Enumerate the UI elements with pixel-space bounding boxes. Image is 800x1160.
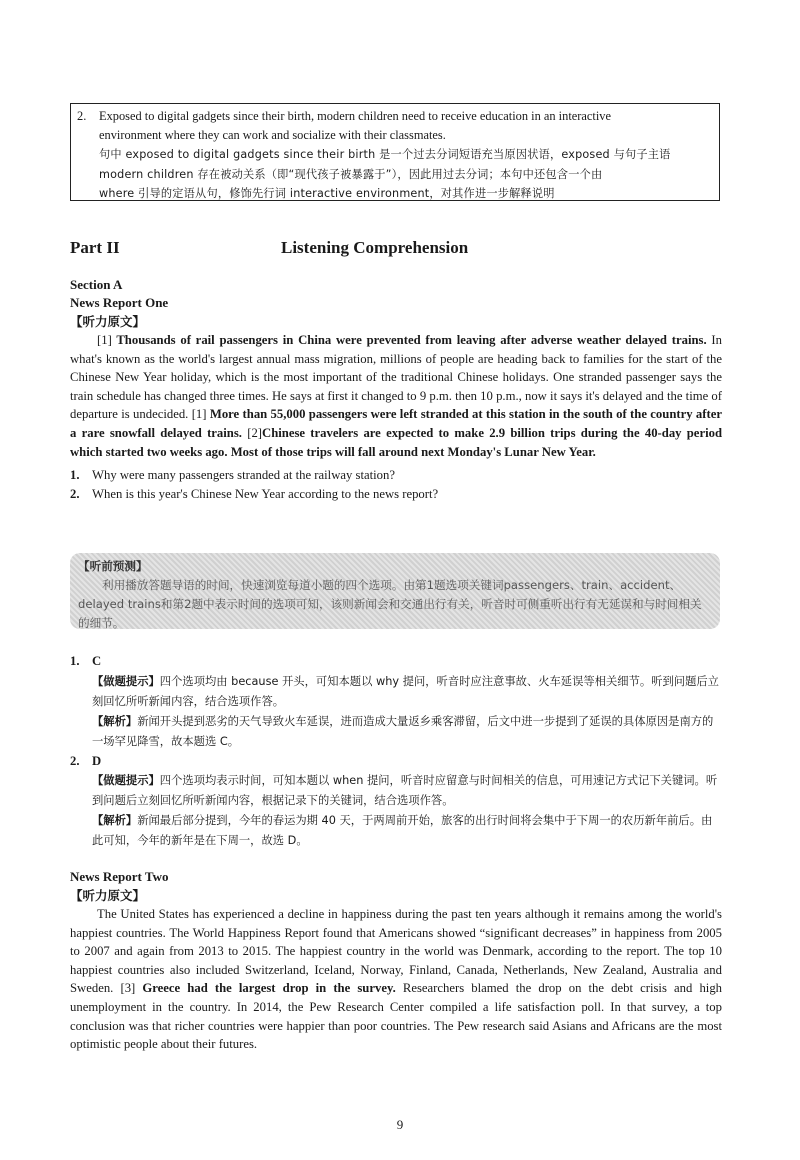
page-number: 9 <box>396 1117 404 1132</box>
tip-title: 【听前预测】 <box>78 559 148 573</box>
news-report-two <box>70 868 722 1054</box>
analysis-text: 新闻最后部分提到，今年的春运为期 40 天，于两周前开始，旅客的出行时间将会集中于下周一的农历新年前后。由此可知，今年的新年是在下周一，故选 D。 <box>92 814 713 847</box>
sentence-analysis-box <box>70 103 720 201</box>
key-sentence-4: Greece had the largest drop in the survey. <box>135 981 396 996</box>
transcript-tag: 【听力原文】 <box>70 314 146 329</box>
analysis-label: 【解析】 <box>92 814 138 827</box>
hint-label: 【做题提示】 <box>92 774 160 787</box>
answer-number: 1. <box>70 654 80 668</box>
marker-2: [2] <box>241 425 263 440</box>
note-english-line2: environment where they can work and socialize with their classmates. <box>99 128 446 143</box>
key-sentence-2: More than 55,000 passengers were left stranded at this station in the south of the country after a rare snowfall delayed trains. <box>70 407 722 440</box>
part-heading <box>70 238 720 264</box>
transcript-tag: 【听力原文】 <box>70 888 146 903</box>
question-list <box>70 466 722 504</box>
question-number: 2. <box>70 486 80 501</box>
transcript-paragraph <box>70 905 722 1054</box>
answer-letter: D <box>92 753 102 768</box>
news-report-one <box>70 276 722 504</box>
report2-title: News Report Two <box>70 869 169 884</box>
key-sentence-1: Thousands of rail passengers in China were prevented from leaving after adverse weather delayed trains. <box>111 333 707 347</box>
marker-3: [3] <box>120 981 136 996</box>
part-label: Part II <box>70 238 120 257</box>
question-number: 1. <box>70 468 80 483</box>
key-sentence-3: Chinese travelers are expected to make 2.9 billion trips during the 40-day period which started two weeks ago. Most of those trips will fall around next Monday's Lunar New Year. <box>70 425 722 459</box>
answer-explanation <box>70 672 722 752</box>
answer-letter: C <box>92 654 102 668</box>
transcript-paragraph <box>70 331 722 461</box>
section-title: Section A <box>70 277 123 292</box>
report1-title: News Report One <box>70 295 169 310</box>
note-analysis-line3: where 引导的定语从句，修饰先行词 interactive environment，对其作进一步解释说明 <box>99 186 555 200</box>
answer-1 <box>70 652 722 752</box>
analysis-text: 新闻开头提到恶劣的天气导致火车延误，进而造成大量返乡乘客滞留，后文中进一步提到了延误的具体原因是南方的一场罕见降雪，故本题选 C。 <box>92 714 714 748</box>
part-title: Listening Comprehension <box>281 238 469 257</box>
hint-text: 四个选项均由 because 开头，可知本题以 why 提问，听音时应注意事故、火车延误等相关细节。听到问题后立刻回忆所听新闻内容，结合选项作答。 <box>92 674 719 708</box>
hint-text: 四个选项均表示时间，可知本题以 when 提问，听音时应留意与时间相关的信息，可用速记方式记下关键词。听到问题后立刻回忆所听新闻内容，根据记录下的关键词，结合选项作答。 <box>92 774 718 807</box>
hint-label: 【做题提示】 <box>92 674 160 688</box>
note-english-line1: Exposed to digital gadgets since their birth, modern children need to receive education in an interactive <box>99 109 611 123</box>
question-item <box>70 466 722 485</box>
marker-1: [1] <box>97 333 112 347</box>
answer-key <box>70 652 722 851</box>
question-item <box>70 485 722 504</box>
answer-2 <box>70 752 722 852</box>
pre-listening-tip-box <box>70 553 720 629</box>
answer-number: 2. <box>70 753 80 768</box>
note-analysis-line1: 句中 exposed to digital gadgets since their birth 是一个过去分词短语充当原因状语，exposed 与句子主语 <box>99 148 671 162</box>
note-number: 2. <box>77 109 87 123</box>
question-text: Why were many passengers stranded at the railway station? <box>92 468 395 483</box>
analysis-label: 【解析】 <box>92 714 138 728</box>
marker-1b: [1] <box>191 407 207 422</box>
note-first-line <box>77 107 713 126</box>
tip-text: 利用播放答题导语的时间，快速浏览每道小题的四个选项。由第1题选项关键词passengers、train、accident、delayed trains和第2题中表示时间的选项可知，该则新闻会和交通出行有关，听音时可侧重听出行有无延误和与时间相关的细节。 <box>78 578 702 630</box>
answer-explanation <box>70 771 722 851</box>
transcript-text: The United States has experienced a decline in happiness during the past ten years although it remains among the world's happiest countries. The World Happiness Report found that Americans showed “significant decreases” in happiness from 2005 to 2007 and again from 2013 to 2015. The happiest country in the world was Denmark, according to the report. The top 10 happiest countries also included Switzerland, Iceland, Norway, Finland, Canada, Netherlands, New Zealand, Australia and Sweden. <box>70 907 722 996</box>
transcript-text: In what's known as the world's largest annual mass migration, millions of people are heading back to families for the start of the Chinese New Year holiday, which is the most important of the traditional Chinese holidays. One stranded passenger says the train schedule has changed three times. He says at first it changed to 9 p.m. then 10 p.m., now it says it's delayed and the time of departure is undecided. <box>70 333 722 422</box>
transcript-text: Researchers blamed the drop on the debt crisis and high unemployment in the country. In 2014, the Pew Research Center compiled a life satisfaction poll. In that survey, a top conclusion was that richer countries were happier than poor countries. The Pew research said Asians and Africans are the most optimistic people about their futures. <box>70 981 723 1052</box>
note-analysis-line2: modern children 存在被动关系（即“现代孩子被暴露于”），因此用过去分词；本句中还包含一个由 <box>99 167 603 181</box>
question-text: When is this year's Chinese New Year according to the news report? <box>92 486 439 501</box>
